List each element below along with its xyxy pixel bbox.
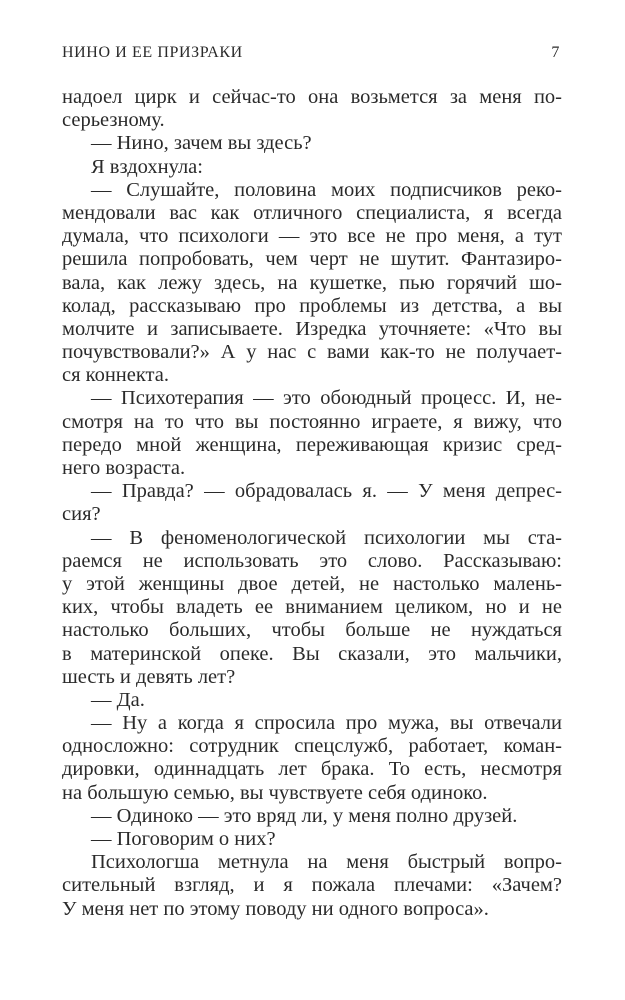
text-line: молчите и записываете. Изредка уточняете: «Что вы xyxy=(62,317,562,340)
text-line: — Нино, зачем вы здесь? xyxy=(91,132,312,155)
text-line: вала, как лежу здесь, на кушетке, пью горячий шо- xyxy=(62,271,562,294)
text-line: думала, что психологи — это все не про меня, а тут xyxy=(62,225,562,248)
text-line: Психологша метнула на меня быстрый вопро- xyxy=(91,851,562,874)
text-line: почувствовали?» А у нас с вами как-то не получает- xyxy=(62,341,562,364)
text-line: решила попробовать, чем черт не шутит. Фантазиро- xyxy=(62,248,562,271)
running-title: НИНО И ЕЕ ПРИЗРАКИ xyxy=(62,44,243,61)
text-line: раемся не использовать это слово. Рассказываю: xyxy=(62,549,562,572)
text-line: шесть и девять лет? xyxy=(62,665,236,688)
page-number: 7 xyxy=(551,44,560,61)
text-line: настолько больших, чтобы больше не нуждаться xyxy=(62,619,562,642)
text-line: в материнской опеке. Вы сказали, это мальчики, xyxy=(62,642,562,665)
text-line: ких, чтобы владеть ее вниманием целиком, но и не xyxy=(62,596,562,619)
text-line: смотря на то что вы постоянно играете, я вижу, что xyxy=(62,410,562,433)
text-line: У меня нет по этому поводу ни одного вопроса». xyxy=(62,897,489,920)
text-line: — Слушайте, половина моих подписчиков реко- xyxy=(91,178,562,201)
text-line: односложно: сотрудник спецслужб, работает, коман- xyxy=(62,735,562,758)
text-line: у этой женщины двое детей, не настолько малень- xyxy=(62,572,562,595)
text-line: — Да. xyxy=(91,688,145,711)
text-line: — Психотерапия — это обоюдный процесс. И, не- xyxy=(91,387,562,410)
text-line: серьезному. xyxy=(62,109,165,132)
text-line: — Одиноко — это вряд ли, у меня полно друзей. xyxy=(91,804,518,827)
text-line: — Поговорим о них? xyxy=(91,828,276,850)
text-line: дировки, одиннадцать лет брака. То есть, несмотря xyxy=(62,758,562,781)
text-line: — В феноменологической психологии мы ста- xyxy=(91,526,562,549)
text-line: сия? xyxy=(62,503,101,526)
text-line: — Ну а когда я спросила про мужа, вы отвечали xyxy=(91,712,562,735)
text-line: мендовали вас как отличного специалиста, я всегда xyxy=(62,201,562,224)
text-line: — Правда? — обрадовалась я. — У меня депрес- xyxy=(91,480,562,503)
text-line: сительный взгляд, и я пожала плечами: «Зачем? xyxy=(62,874,562,897)
text-line: Я вздохнула: xyxy=(91,155,203,178)
running-header xyxy=(62,44,560,66)
text-line: надоел цирк и сейчас-то она возьмется за меня по- xyxy=(62,86,562,108)
text-line: колад, рассказываю про проблемы из детства, а вы xyxy=(62,294,562,317)
text-line: него возраста. xyxy=(62,457,186,479)
text-line: на большую семью, вы чувствуете себя одиноко. xyxy=(62,781,488,804)
text-line: ся коннекта. xyxy=(62,364,169,387)
text-line: передо мной женщина, переживающая кризис сред- xyxy=(62,433,562,456)
body-text xyxy=(62,86,562,921)
